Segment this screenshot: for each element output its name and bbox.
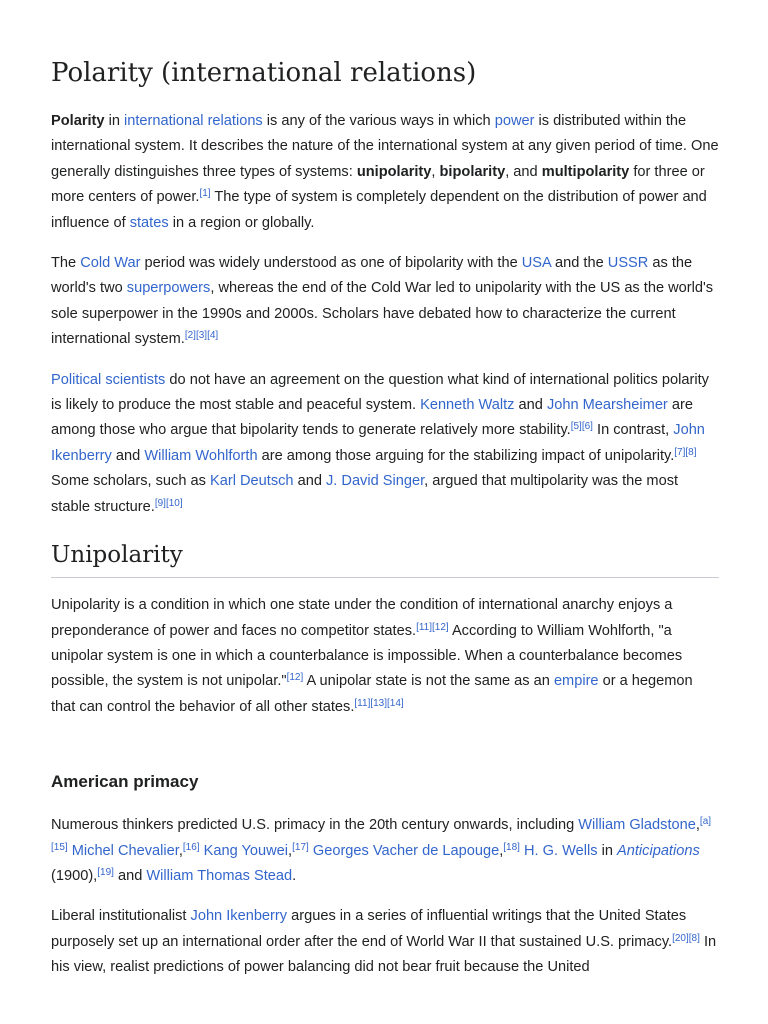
citation-link[interactable]: [11][13][14] — [354, 697, 404, 709]
citation-link[interactable]: [20][8] — [672, 932, 700, 944]
bold-term: multipolarity — [541, 163, 630, 180]
subsection-heading-american-primacy: American primacy — [51, 772, 199, 792]
intro-paragraph-3 — [51, 368, 719, 520]
text: Liberal institutionalist — [51, 908, 191, 925]
link-superpowers[interactable]: superpowers — [126, 280, 211, 297]
text: , — [288, 842, 293, 859]
text: and — [514, 397, 547, 414]
citation-link[interactable]: [9][10] — [154, 497, 183, 509]
section-heading-unipolarity: Unipolarity — [51, 540, 719, 578]
text: is distributed within the international system. It describes the nature of the international system at any given period of time. One generally distinguishes three types of systems: — [51, 113, 719, 180]
intro-paragraph-2 — [51, 251, 719, 353]
link-power[interactable]: power — [494, 113, 535, 129]
link-ussr[interactable]: USSR — [607, 255, 649, 272]
link-kenneth-waltz[interactable]: Kenneth Waltz — [420, 397, 515, 414]
text: A unipolar state is not the same as an — [303, 673, 554, 690]
link-william-thomas-stead[interactable]: William Thomas Stead — [146, 867, 293, 884]
text: The — [51, 255, 81, 272]
text: or a hegemon that can control the behavior of all other states. — [51, 673, 693, 715]
citation-link[interactable]: [1] — [199, 188, 211, 200]
link-georges-vacher-de-lapouge[interactable]: Georges Vacher de Lapouge — [312, 842, 500, 859]
link-william-wohlforth[interactable]: William Wohlforth — [144, 447, 258, 464]
link-j-david-singer[interactable]: J. David Singer — [326, 473, 425, 490]
text: The type of system is completely dependent on the distribution of power and influence of — [51, 189, 707, 231]
text: Unipolarity is a condition in which one state under the condition of international anarchy enjoys a preponderance of power and faces no competitor states. — [51, 597, 673, 639]
bold-term: Polarity — [51, 113, 105, 129]
text: In contrast, — [592, 422, 674, 439]
link-empire[interactable]: empire — [553, 673, 599, 690]
link-william-gladstone[interactable]: William Gladstone — [578, 817, 696, 834]
american-primacy-paragraph-1 — [51, 813, 719, 889]
text: , — [178, 842, 183, 859]
citation-link[interactable]: [7][8] — [674, 446, 697, 458]
text: is any of the various ways in which — [262, 113, 495, 129]
text: , argued that multipolarity was the most stable structure. — [51, 473, 679, 515]
text: are among those who argue that bipolarity tends to generate relatively more stability. — [51, 397, 693, 439]
text: (1900), — [51, 867, 98, 884]
text: According to William Wohlforth, "a unipolar system is one in which a counterbalance is impossible. When a counterbalance becomes possible, the system is not unipolar." — [51, 622, 683, 690]
text: Numerous thinkers predicted U.S. primacy in the 20th century onwards, including — [51, 817, 579, 834]
article — [51, 0, 719, 981]
citation-link[interactable]: [12] — [286, 672, 304, 684]
link-usa[interactable]: USA — [521, 255, 551, 272]
text: and the — [550, 255, 608, 272]
text: in a region or globally. — [168, 214, 315, 231]
link-john-ikenberry[interactable]: John Ikenberry — [190, 908, 288, 925]
citation-link[interactable]: [a][15] — [51, 816, 712, 853]
link-michel-chevalier[interactable]: Michel Chevalier — [71, 842, 179, 859]
text: , — [431, 163, 440, 180]
link-john-ikenberry[interactable]: John Ikenberry — [51, 422, 705, 464]
citation-link[interactable]: [18] — [503, 841, 520, 853]
citation-link[interactable]: [2][3][4] — [184, 330, 219, 342]
citation-link[interactable]: [19] — [97, 866, 114, 878]
text: period was widely understood as one of bipolarity with the — [140, 255, 522, 272]
american-primacy-paragraph-2 — [51, 904, 719, 980]
text: In his view, realist predictions of power balancing did not bear fruit because the United — [51, 933, 717, 976]
text: are among those arguing for the stabilizing impact of unipolarity. — [257, 447, 675, 464]
text: , whereas the end of the Cold War led to unipolarity with the US as the world's sole superpower in the 1990s and 2000s. Scholars have debated how to characterize the current international system. — [51, 280, 714, 348]
text: in — [597, 842, 618, 859]
bold-term: bipolarity — [439, 163, 506, 180]
citation-link[interactable]: [17] — [292, 841, 309, 853]
text: for three or more centers of power. — [51, 163, 705, 206]
link-karl-deutsch[interactable]: Karl Deutsch — [209, 473, 294, 490]
link-anticipations[interactable] — [617, 843, 700, 859]
text: and — [293, 473, 326, 490]
unipolarity-paragraph — [51, 593, 719, 720]
text: as the world's two — [51, 255, 693, 297]
link-political-scientists[interactable]: Political scientists — [51, 371, 166, 388]
link-kang-youwei[interactable]: Kang Youwei — [203, 842, 289, 859]
page-title: Polarity (international relations) — [51, 58, 477, 88]
citation-link[interactable]: [5][6] — [570, 421, 593, 433]
text: , and — [505, 163, 542, 180]
text: Some scholars, such as — [51, 473, 210, 490]
bold-term: unipolarity — [356, 163, 432, 180]
link-h-g-wells[interactable]: H. G. Wells — [524, 842, 598, 859]
text: . — [292, 867, 297, 884]
link-john-mearsheimer[interactable]: John Mearsheimer — [546, 397, 668, 414]
link-cold-war[interactable]: Cold War — [80, 255, 141, 272]
text: in — [104, 113, 124, 129]
text: , — [695, 817, 700, 834]
link-states[interactable]: states — [129, 214, 169, 231]
intro-paragraph-1 — [51, 109, 719, 236]
text: , — [499, 842, 504, 859]
link-international-relations[interactable]: international relations — [124, 113, 263, 129]
text: do not have an agreement on the question what kind of international politics polarity is likely to produce the most stable and peaceful system. — [51, 371, 709, 414]
text: and — [113, 867, 147, 884]
italic-title: Anticipations — [617, 842, 700, 859]
citation-link[interactable]: [16] — [182, 841, 200, 853]
citation-link[interactable]: [11][12] — [416, 621, 449, 633]
text: and — [111, 447, 145, 464]
text: argues in a series of influential writings that the United States purposely set up an international order after the end of World War II that sustained U.S. primacy. — [51, 908, 687, 950]
